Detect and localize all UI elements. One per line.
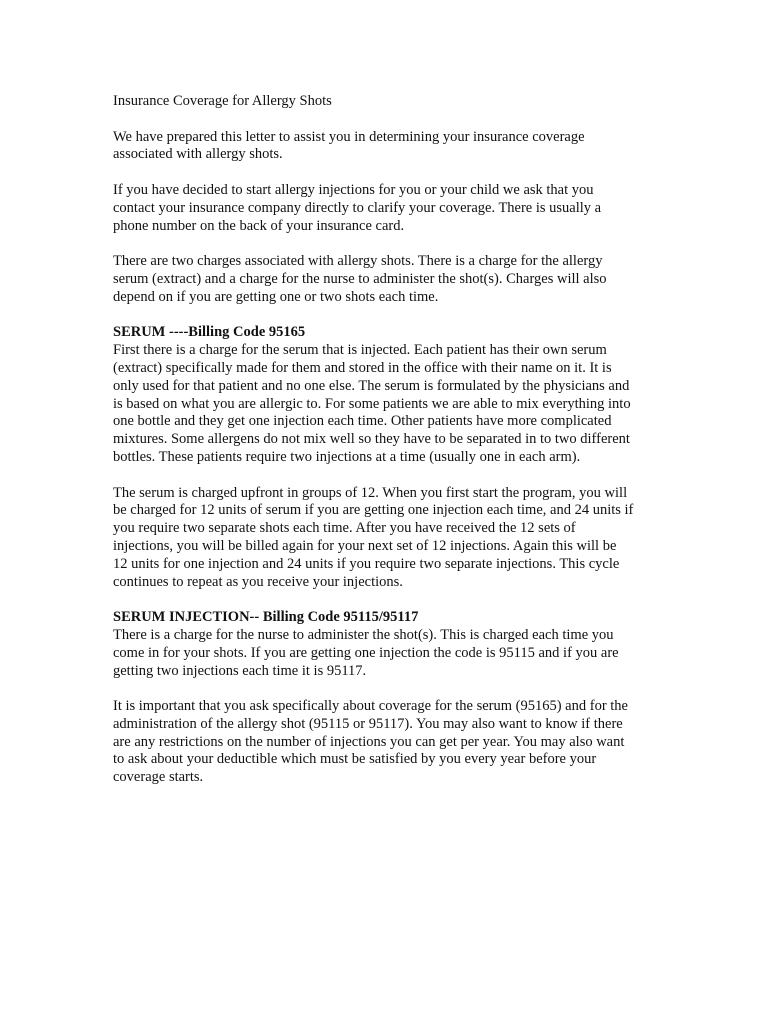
injection-section xyxy=(113,609,661,680)
text-line: There are two charges associated with allergy shots. There is a charge for the allergy xyxy=(113,253,603,270)
contact-paragraph xyxy=(113,182,661,235)
text-line: only used for that patient and no one else. The serum is formulated by the physicians and xyxy=(113,377,630,394)
text-line: mixtures. Some allergens do not mix well so they have to be separated in to two different xyxy=(113,431,630,448)
text-line: contact your insurance company directly to clarify your coverage. There is usually a xyxy=(113,199,602,216)
text-line: phone number on the back of your insurance card. xyxy=(113,217,405,234)
important-paragraph xyxy=(113,698,661,787)
letter-title: Insurance Coverage for Allergy Shots xyxy=(113,93,332,109)
text-line: associated with allergy shots. xyxy=(113,146,283,163)
text-line: to ask about your deductible which must be satisfied by you every year before your xyxy=(113,751,597,768)
text-line: (extract) specifically made for them and stored in the office with their name on it. It is xyxy=(113,359,612,376)
text-line: We have prepared this letter to assist you in determining your insurance coverage xyxy=(113,128,585,145)
text-line: The serum is charged upfront in groups of 12. When you first start the program, you will xyxy=(113,484,628,501)
charges-paragraph xyxy=(113,253,661,306)
text-line: administration of the allergy shot (95115 or 95117). You may also want to know if there xyxy=(113,715,623,732)
serum-heading: SERUM ----Billing Code 95165 xyxy=(113,324,306,341)
text-line: depend on if you are getting one or two shots each time. xyxy=(113,288,439,305)
text-line: are any restrictions on the number of injections you can get per year. You may also want xyxy=(113,733,625,750)
text-line: you require two separate shots each time. After you have received the 12 sets of xyxy=(113,520,576,537)
letter-title-block xyxy=(113,93,661,111)
upfront-paragraph xyxy=(113,485,661,592)
text-line: coverage starts. xyxy=(113,769,204,786)
text-line: injections, you will be billed again for your next set of 12 injections. Again this will be xyxy=(113,537,617,554)
text-line: 12 units for one injection and 24 units if you require two separate injections. This cycle xyxy=(113,555,620,572)
text-line: is based on what you are allergic to. For some patients we are able to mix everything into xyxy=(113,395,631,412)
intro-paragraph xyxy=(113,129,661,165)
text-line: one bottle and they get one injection each time. Other patients have more complicated xyxy=(113,413,612,430)
text-line: come in for your shots. If you are getting one injection the code is 95115 and if you are xyxy=(113,644,619,661)
text-line: There is a charge for the nurse to administer the shot(s). This is charged each time you xyxy=(113,626,614,643)
text-line: First there is a charge for the serum that is injected. Each patient has their own serum xyxy=(113,342,607,359)
text-line: getting two injections each time it is 95117. xyxy=(113,662,367,679)
serum-section xyxy=(113,324,661,466)
text-line: continues to repeat as you receive your injections. xyxy=(113,573,403,590)
text-line: If you have decided to start allergy injections for you or your child we ask that you xyxy=(113,181,594,198)
injection-heading: SERUM INJECTION-- Billing Code 95115/95117 xyxy=(113,609,419,626)
text-line: It is important that you ask specifically about coverage for the serum (95165) and for the xyxy=(113,698,628,715)
text-line: bottles. These patients require two injections at a time (usually one in each arm). xyxy=(113,448,581,465)
letter-page xyxy=(113,93,661,805)
text-line: serum (extract) and a charge for the nurse to administer the shot(s). Charges will also xyxy=(113,270,607,287)
text-line: be charged for 12 units of serum if you are getting one injection each time, and 24 units if xyxy=(113,502,634,519)
